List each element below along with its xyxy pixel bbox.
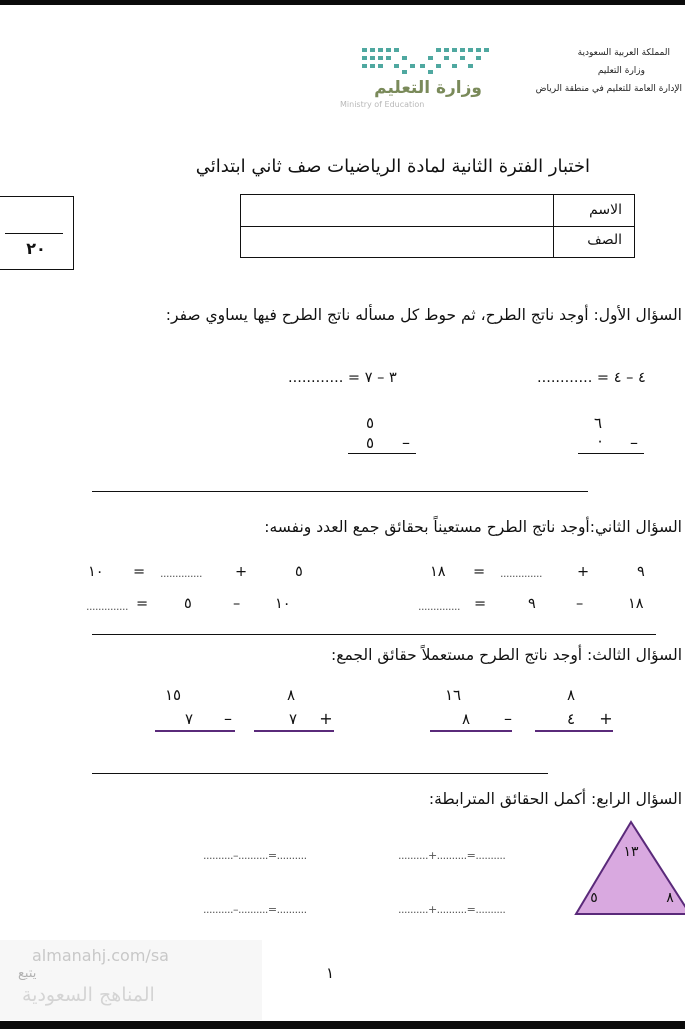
q2-r2-right-eq: = — [474, 596, 487, 612]
q1-vert-left-op: – — [402, 433, 410, 452]
q2-r2-right-blank[interactable]: .............. — [418, 600, 460, 613]
q2-r2-left-a: ١٠ — [275, 596, 291, 612]
class-label: الصف — [587, 232, 622, 248]
header-country: المملكة العربية السعودية — [577, 48, 670, 58]
q2-r2-right-b: ٩ — [528, 596, 536, 612]
q2-r1-right-a: ٩ — [637, 564, 645, 580]
q2-r2-right-op: – — [576, 596, 584, 612]
q3-p4-top: ١٥ — [164, 686, 182, 704]
score-box — [0, 196, 74, 270]
q3-p2-op: – — [504, 709, 512, 728]
q1-vert-left-top: ٥ — [365, 414, 375, 432]
triangle-top-number: ١٣ — [623, 844, 639, 860]
q1-vert-left-line — [348, 453, 416, 454]
q3-p2-line — [430, 730, 512, 732]
q3-p1-op: + — [599, 709, 613, 728]
q2-r2-left-blank[interactable]: .............. — [86, 600, 128, 613]
q2-r1-left-op: + — [235, 564, 248, 580]
q2-r2-left-b: ٥ — [184, 596, 192, 612]
q3-p4-bottom: ٧ — [184, 710, 194, 728]
name-field[interactable] — [243, 197, 549, 224]
q2-r2-left-eq: = — [136, 596, 149, 612]
q1-separator — [92, 491, 588, 492]
header-department: الإدارة العامة للتعليم في منطقة الرياض — [535, 84, 682, 94]
q3-p4-op: – — [224, 709, 232, 728]
score-total: ٢٠ — [26, 239, 46, 258]
q2-r1-left-a: ٥ — [295, 564, 303, 580]
q4-prompt: السؤال الرابع: أكمل الحقائق المترابطة: — [428, 790, 682, 808]
number-triangle — [572, 818, 685, 920]
watermark-url: almanahj.com/sa — [32, 946, 169, 965]
q3-p2-bottom: ٨ — [461, 710, 471, 728]
q2-r2-left-op: – — [233, 596, 241, 612]
q4-add-row1[interactable]: ..........+..........=.......... — [398, 849, 506, 862]
q4-sub-row1[interactable]: ..........–..........=.......... — [203, 849, 307, 862]
student-info-table — [240, 194, 635, 258]
q3-prompt: السؤال الثالث: أوجد ناتج الطرح مستعملاً حقائق الجمع: — [330, 646, 682, 664]
class-field[interactable] — [243, 229, 549, 255]
q3-p4-line — [155, 730, 235, 732]
q2-r1-right-eq: = — [473, 564, 486, 580]
q3-separator — [92, 773, 548, 774]
ministry-logo — [338, 42, 498, 114]
q1-vert-right-op: – — [630, 433, 638, 452]
triangle-left-number: ٥ — [590, 890, 598, 906]
q3-p1-top: ٨ — [566, 686, 576, 704]
table-column-divider — [553, 195, 554, 257]
score-line — [5, 233, 63, 234]
triangle-right-number: ٨ — [666, 890, 674, 906]
q1-prompt: السؤال الأول: أوجد ناتج الطرح، ثم حوط كل مسأله ناتج الطرح فيها يساوي صفر: — [165, 306, 682, 324]
page-title: اختبار الفترة الثانية لمادة الرياضيات صف ثاني ابتدائي — [195, 156, 590, 177]
q2-r1-left-blank[interactable]: .............. — [160, 567, 202, 580]
logo-english-text: Ministry of Education — [340, 100, 425, 109]
q2-r1-left-result: ١٠ — [88, 564, 104, 580]
header-ministry: وزارة التعليم — [597, 66, 645, 76]
q4-add-row2[interactable]: ..........+..........=.......... — [398, 903, 506, 916]
q3-p3-bottom: ٧ — [288, 710, 298, 728]
q1-right-expression: ............ = ٤ – ٤ — [537, 370, 646, 386]
q2-r1-right-result: ١٨ — [430, 564, 446, 580]
page-number: ١ — [326, 964, 335, 982]
q2-separator — [92, 634, 656, 635]
q2-prompt: السؤال الثاني:أوجد ناتج الطرح مستعيناً بحقائق جمع العدد ونفسه: — [264, 518, 682, 536]
q3-p2-top: ١٦ — [444, 686, 462, 704]
q2-r1-right-blank[interactable]: .............. — [500, 567, 542, 580]
top-border — [0, 0, 685, 5]
logo-dots-icon — [338, 42, 498, 78]
q2-r2-right-a: ١٨ — [628, 596, 644, 612]
table-divider — [241, 226, 634, 227]
bottom-border — [0, 1021, 685, 1029]
q1-left-expression: ............ = ٣ – ٧ — [288, 370, 397, 386]
q3-p3-top: ٨ — [286, 686, 296, 704]
q1-vert-right-bottom: ٠ — [595, 432, 605, 450]
q3-p1-bottom: ٤ — [566, 710, 576, 728]
q1-vert-right-line — [578, 453, 644, 454]
q4-sub-row2[interactable]: ..........–..........=.......... — [203, 903, 307, 916]
logo-arabic-text: وزارة التعليم — [374, 78, 482, 98]
q3-p1-line — [535, 730, 613, 732]
name-label: الاسم — [589, 202, 622, 218]
watermark-arabic: المناهج السعودية — [22, 984, 155, 1006]
q2-r1-left-eq: = — [133, 564, 146, 580]
q2-r1-right-op: + — [577, 564, 590, 580]
q3-p3-op: + — [319, 709, 333, 728]
q1-vert-right-top: ٦ — [593, 414, 603, 432]
q3-p3-line — [254, 730, 334, 732]
q1-vert-left-bottom: ٥ — [365, 434, 375, 452]
